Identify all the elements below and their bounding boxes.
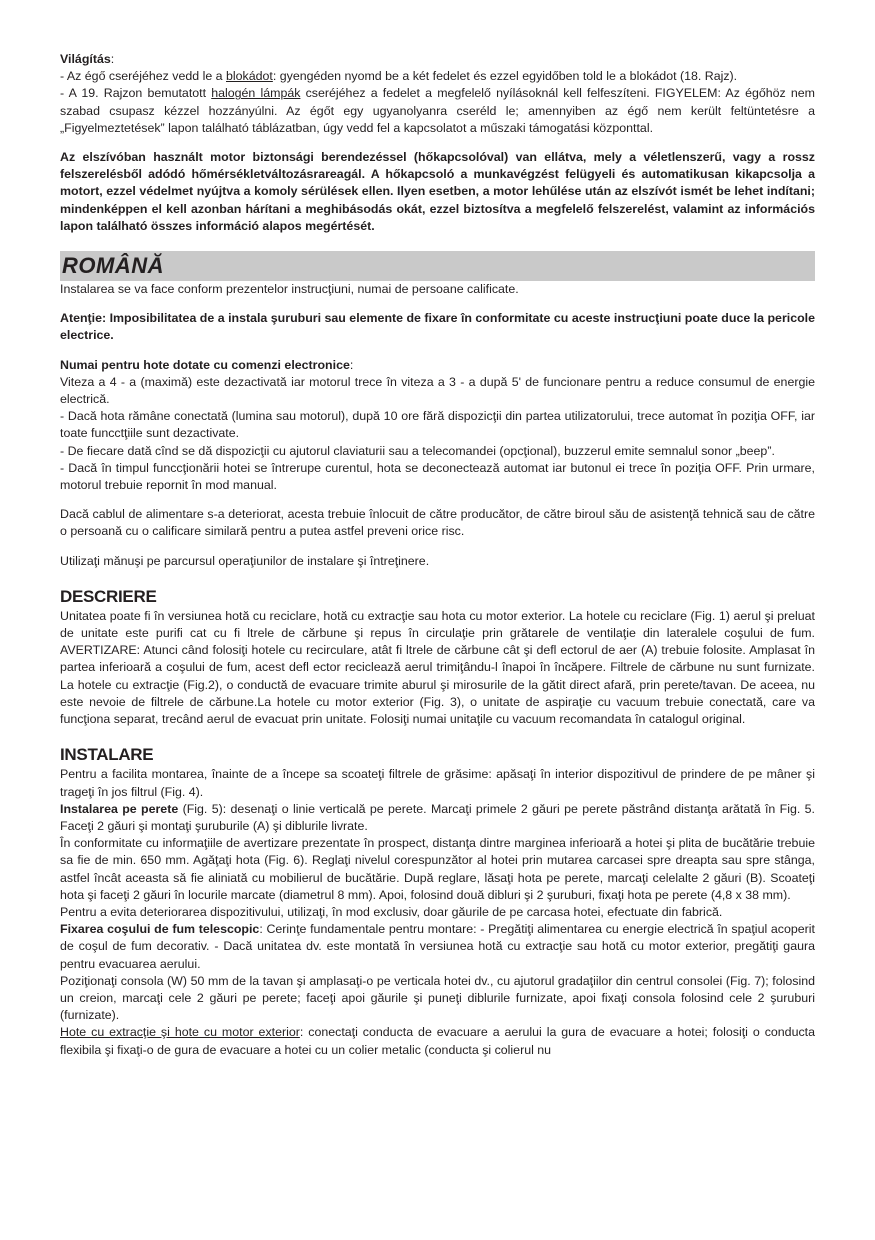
vilagitas-paragraph	[60, 51, 815, 137]
halogen-text-b: cseréjéhez a fedelet a megfelelő nyílásoknál kell felfeszíteni. FIGYELEM: Az égőhöz nem szabad csupasz kézzel hozzányúlni. Az égőt egy ugyanolyanra cseréld le; amennyiben az égő nem került feltüntetésre a „Figyelmeztetések” lapon található táblázatban, úgy vedd fel a kapcsolatot a műszaki támogatási központtal.	[60, 86, 815, 135]
extraction-hoods-text: : conectaţi conducta de evacuare a aerului la gura de evacuare a hotei; folosiţi o conducta flexibila şi fixaţi-o de gura de evacuare a hotei cu un colier metalic (conducta şi colierul nu	[60, 1025, 815, 1057]
vilagitas-colon: :	[110, 52, 115, 66]
vilagitas-title: Világítás	[60, 52, 111, 66]
chimney-text: : Cerinţe fundamentale pentru montare: - Pregătiţi alimentarea cu energie electrică în spaţiul acoperit de coşul de fum decorativ. - Dacă unitatea dv. este montată în versiunea hotă cu extracţie sau hotă cu motor exterior, pregătiţi gaura pentru evacuarea aerului.	[60, 922, 815, 971]
language-header-bar	[60, 251, 815, 281]
bulb-text-b: : gyengéden nyomd be a két fedelet és ezzel egyidőben told le a blokádot (18. Rajz).	[272, 69, 738, 84]
power-cut-note: - Dacă în timpul funccţionării hotei se întrerupe curentul, hota se deconectează automat iar butonul ei trece în poziţia OFF. Prin urmare, motorul trebuie repornit în mod manual.	[60, 460, 815, 493]
auto-off-note: - Dacă hota rămâne conectată (lumina sau motorul), după 10 ore fără dispozicţii din partea utilizatorului, trece automat în poziţia OFF, iar toate funcctţiile sunt dezactivate.	[60, 409, 815, 441]
blokad-link-text: blokádot	[226, 69, 273, 84]
electronic-controls-title: Numai pentru hote dotate cu comenzi electronice	[60, 357, 350, 372]
language-title: ROMÂNĂ	[62, 253, 164, 279]
extraction-hoods-title: Hote cu extracţie şi hote cu motor exterior	[60, 1025, 300, 1040]
electronic-controls-paragraph	[60, 357, 815, 495]
wall-install-title: Instalarea pe perete	[60, 801, 179, 816]
instalare-paragraph	[60, 766, 815, 1058]
bracket-note: Poziţionaţi consola (W) 50 mm de la tavan şi amplasaţi-o pe verticala hotei dv., cu ajutorul gradaţiilor din centrul consolei (Fig. 7); folosind un creion, marcaţi cele 2 găuri pe perete; faceţi apoi găurile şi puneţi diblurile furnizate, apoi fixaţi consola folosind cele 2 şuruburi (furnizate).	[60, 973, 815, 1023]
electronic-controls-colon: :	[349, 357, 354, 372]
hu-safety-warning: Az elszívóban használt motor biztonsági berendezéssel (hőkapcsolóval) van ellátva, mely a véletlenszerű, vagy a rossz felszerelésből adódó hőmérsékletváltozásrareagál. A hőkapcsoló a munkavégzést felügyeli és automatikusan kikapcsolja a motort, ezzel védelmet nyújtva a komoly sérülések ellen. Ilyen esetben, a motor lehűlése után az elszívót ismét be lehet indítani; mindenképpen el kell azonban hárítani a meghibásodás okát, ezzel biztosítva a megfelelő felszerelést, valamint az információs lapon található összes információ alapos megértését.	[60, 150, 815, 233]
descriere-heading: DESCRIERE	[60, 586, 157, 606]
ro-intro: Instalarea se va face conform prezentelor instrucţiuni, numai de persoane calificate.	[60, 282, 519, 297]
bulb-text-a: - Az égő cseréjéhez vedd le a	[60, 69, 226, 84]
halogen-link-text: halogén lámpák	[211, 86, 301, 101]
descriere-paragraph: Unitatea poate fi în versiunea hotă cu reciclare, hotă cu extracţie sau hota cu motor exterior. La hotele cu reciclare (Fig. 1) aerul şi preluat de unitate este purifi cat cu fi ltrele de cărbune şi repus în circulaţie prin grătarele de ventilaţie din lateralele coşului de fum. AVERTIZARE: Atunci când folosiţi hotele cu recirculare, atât fi ltrele de cărbune cât şi defl ectorul de aer (A) trebuie folosite. Amplasat în partea inferioară a coşului de fum, acest defl ector reciclează aerul trimiţându-l înapoi în încăpere. Filtrele de cărbune nu sunt furnizate. La hotele cu extracţie (Fig.2), o conductă de evacuare trimite aburul şi mirosurile de la gătit direct afară, prin perete/tavan. De aceea, nu este nevoie de filtrele de cărbune.La hotele cu motor exterior (Fig. 3), o unitate de aspiraţie cu vacuum trebuie conectată, care va funcţiona separat, trecând aerul de evacuat prin unitate. Folosiţi numai unitaţile cu vacuum recomandata în catalogul original.	[60, 608, 815, 727]
filters-note: Pentru a facilita montarea, înainte de a începe sa scoateţi filtrele de grăsime: apăsaţi în interior dispozitivul de prindere de pe mâner şi trageţi în jos filtrul (Fig. 4).	[60, 767, 815, 799]
halogen-text-a: - A 19. Rajzon bemutatott	[60, 86, 212, 101]
instalare-heading: INSTALARE	[60, 745, 154, 765]
gloves-paragraph: Utilizaţi mănuşi pe parcursul operaţiunilor de instalare şi întreţinere.	[60, 553, 430, 568]
wall-install-text: (Fig. 5): desenaţi o linie verticală pe perete. Marcaţi primele 2 găuri pe perete păstrând distanţa arătată în Fig. 5. Faceţi 2 găuri şi montaţi şuruburile (A) şi diblurile livrate.	[60, 801, 815, 833]
speed-note: Viteza a 4 - a (maximă) este dezactivată iar motorul trece în viteza a 3 - a după 5' de funcionare pentru a reduce consumul de energie electrică.	[60, 374, 815, 407]
document-page	[60, 51, 815, 1059]
beep-note: - De fiecare dată cînd se dă dispozicţii cu ajutorul claviaturii sau a telecomandei (opcţional), buzzerul emite semnalul sonor „beep”.	[60, 443, 775, 458]
distance-note: În conformitate cu informaţiile de avertizare prezentate în prospect, distanţa dintre marginea inferioară a hotei şi plita de bucătărie trebuie sa fie de min. 650 mm. Agăţaţi hota (Fig. 6). Reglaţi nivelul corespunzător al hotei prin mutarea carcasei spre dreapta sau spre stânga, astfel încât aceasta să fie aliniată cu mobilierul de bucătărie. După reglare, lăsaţi hota pe perete, marcaţi celelalte 2 găuri (B). Scoateţi hota şi faceţi 2 găuri în locurile marcate (diametrul 8 mm). Apoi, folosind două dibluri şi 2 şuruburi, fixaţi hota pe perete (4,8 x 38 mm).	[60, 836, 815, 902]
cable-paragraph: Dacă cablul de alimentare s-a deteriorat, acesta trebuie înlocuit de către producător, de către biroul său de asistenţă tehnică sau de către o persoană cu o calificare similară pentru a putea astfel preveni orice risc.	[60, 507, 815, 539]
ro-atentie-warning: Atenţie: Imposibilitatea de a instala şuruburi sau elemente de fixare în conformitate cu aceste instrucţiuni poate duce la pericole electrice.	[60, 311, 815, 343]
chimney-title: Fixarea coşului de fum telescopic	[60, 922, 260, 937]
factory-holes-note: Pentru a evita deteriorarea dispozitivului, utilizaţi, în mod exclusiv, doar găurile de pe carcasa hotei, efectuate din fabrică.	[60, 904, 723, 919]
